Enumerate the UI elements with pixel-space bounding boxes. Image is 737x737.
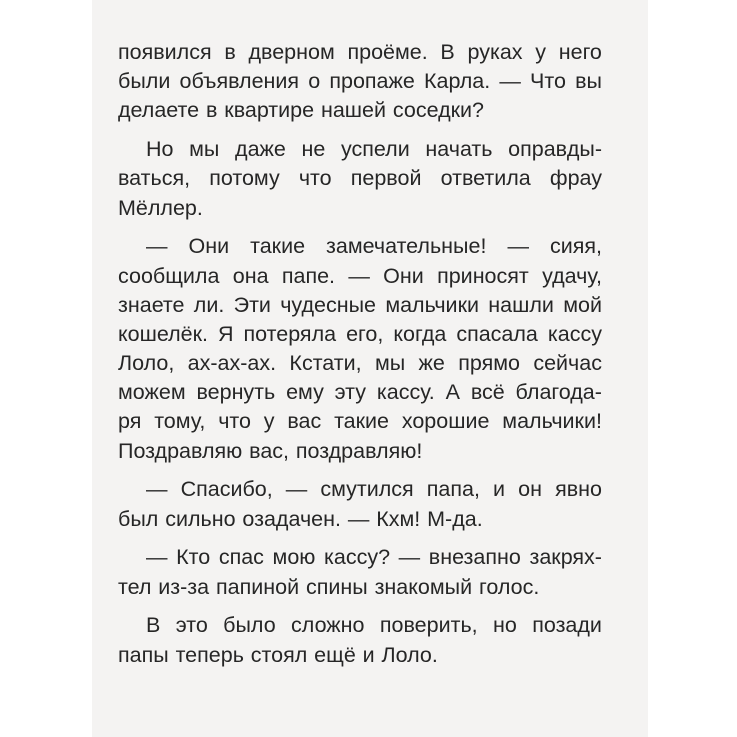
paragraph <box>118 38 602 126</box>
text-line: Поздравляю вас, поздравляю! <box>118 438 423 463</box>
text-line: ваться, потому что первой ответила фрау <box>118 166 602 191</box>
paragraph <box>118 611 602 669</box>
text-line: появился в дверном проёме. В руках у него <box>118 40 602 64</box>
page-text <box>118 38 602 670</box>
paragraph-gap <box>118 126 602 136</box>
paragraph <box>118 232 602 466</box>
text-line: папы теперь стоял ещё и Лоло. <box>118 642 438 667</box>
text-line: делаете в квартире нашей соседки? <box>118 98 484 123</box>
text-line: знаете ли. Эти чудесные мальчики нашли мой <box>118 292 602 317</box>
text-line: В это было сложно поверить, но позади <box>146 613 602 638</box>
paragraph-gap <box>118 602 602 612</box>
text-line: — Спасибо, — смутился папа, и он явно <box>146 477 602 502</box>
text-line: — Они такие замечательные! — сияя, <box>146 234 602 259</box>
text-line: кошелёк. Я потеряла его, когда спасала кассу <box>118 321 602 346</box>
text-line: Мёллер. <box>118 195 203 220</box>
paragraph <box>118 543 602 601</box>
text-line: был сильно озадачен. — Кхм! М-да. <box>118 506 483 531</box>
text-line: Но мы даже не успели начать оправды- <box>146 137 602 162</box>
paragraph-gap <box>118 534 602 544</box>
paragraph <box>118 135 602 223</box>
text-line: Лоло, ах-ах-ах. Кстати, мы же прямо сейчас <box>118 351 602 376</box>
paragraph <box>118 475 602 533</box>
text-line: можем вернуть ему эту кассу. А всё благода- <box>118 380 602 405</box>
text-line: были объявления о пропаже Карла. — Что вы <box>118 69 602 94</box>
text-line: — Кто спас мою кассу? — внезапно закрях- <box>146 545 602 570</box>
paragraph-gap <box>118 223 602 233</box>
text-line: сообщила она папе. — Они приносят удачу, <box>118 263 602 288</box>
text-line: ря тому, что у вас такие хорошие мальчики! <box>118 409 602 434</box>
paragraph-gap <box>118 466 602 476</box>
text-line: тел из-за папиной спины знакомый голос. <box>118 574 540 599</box>
